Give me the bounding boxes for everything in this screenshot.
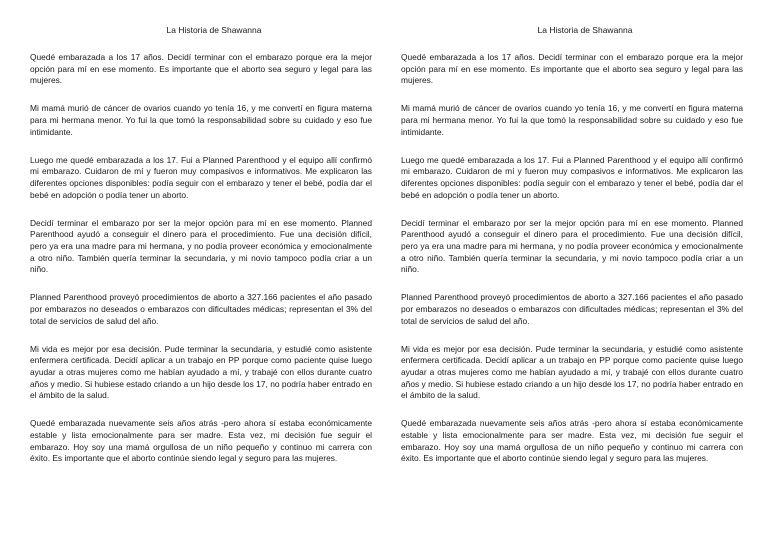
paragraph-1: Quedé embarazada a los 17 años. Decidí terminar con el embarazo porque era la mejor opción para mí en ese momento. Es importante que el aborto sea seguro y legal para las mujeres. bbox=[30, 52, 372, 86]
paragraph-6: Mi vida es mejor por esa decisión. Pude terminar la secundaria, y estudié como asistente enfermera certificada. Decidí aplicar a un trabajo en PP porque como paciente quise luego ayudar a otras mujeres como me habían ayudado a mí, y trabajé con ellos durante cuatro años y medio. Si hubiese estado criando a un hijo desde los 17, no podría haber entrado en el ámbito de la salud. bbox=[30, 343, 372, 401]
paragraph-3: Luego me quedé embarazada a los 17. Fui a Planned Parenthood y el equipo allí confirmó mi embarazo. Cuidaron de mí y fueron muy compasivos e informativos. Me explicaron las diferentes opciones disponibles: podía seguir con el embarazo y tener el bebé, podía dar el bebé en adopción o podía tener un aborto. bbox=[30, 154, 372, 200]
paragraph-7: Quedé embarazada nuevamente seis años atrás -pero ahora sí estaba económicamente estable y lista emocionalmente para ser madre. Esta vez, mi decisión fue seguir el embarazo. Hoy soy una mamá orgullosa de un niño pequeño y continuo mi carrera con éxito. Es importante que el aborto continúe siendo legal y seguro para las mujeres. bbox=[401, 418, 743, 464]
paragraph-2: Mi mamá murió de cáncer de ovarios cuando yo tenía 16, y me convertí en figura materna para mi hermana menor. Yo fui la que tomó la responsabilidad sobre su cuidado y eso fue intimidante. bbox=[30, 103, 372, 137]
paragraph-4: Decidí terminar el embarazo por ser la mejor opción para mí en ese momento. Planned Parenthood ayudó a conseguir el dinero para el procedimiento. Fue una decisión difícil, pero ya era una madre para mi hermana, y no podía proveer económica y emocionalmente a otro niño. También quería terminar la secundaria, y mi novio tampoco podía criar a un niño. bbox=[401, 217, 743, 275]
paragraph-2: Mi mamá murió de cáncer de ovarios cuando yo tenía 16, y me convertí en figura materna para mi hermana menor. Yo fui la que tomó la responsabilidad sobre su cuidado y eso fue intimidante. bbox=[401, 103, 743, 137]
paragraph-6: Mi vida es mejor por esa decisión. Pude terminar la secundaria, y estudié como asistente enfermera certificada. Decidí aplicar a un trabajo en PP porque como paciente quise luego ayudar a otras mujeres como me habían ayudado a mí, y trabajé con ellos durante cuatro años y medio. Si hubiese estado criando a un hijo desde los 17, no podría haber entrado en el ámbito de la salud. bbox=[401, 343, 743, 401]
story-body bbox=[401, 52, 743, 481]
story-body bbox=[30, 52, 372, 481]
paragraph-4: Decidí terminar el embarazo por ser la mejor opción para mí en ese momento. Planned Parenthood ayudó a conseguir el dinero para el procedimiento. Fue una decisión difícil, pero ya era una madre para mi hermana, y no podía proveer económica y emocionalmente a otro niño. También quería terminar la secundaria, y mi novio tampoco podía criar a un niño. bbox=[30, 217, 372, 275]
page-title: La Historia de Shawanna bbox=[166, 25, 262, 35]
page-title: La Historia de Shawanna bbox=[537, 25, 633, 35]
paragraph-1: Quedé embarazada a los 17 años. Decidí terminar con el embarazo porque era la mejor opción para mí en ese momento. Es importante que el aborto sea seguro y legal para las mujeres. bbox=[401, 52, 743, 86]
paragraph-5: Planned Parenthood proveyó procedimientos de aborto a 327.166 pacientes el año pasado por embarazos no deseados o embarazos con dificultades médicas; representan el 3% del total de servicios de salud del año. bbox=[401, 292, 743, 326]
paragraph-3: Luego me quedé embarazada a los 17. Fui a Planned Parenthood y el equipo allí confirmó mi embarazo. Cuidaron de mí y fueron muy compasivos e informativos. Me explicaron las diferentes opciones disponibles: podía seguir con el embarazo y tener el bebé, podía dar el bebé en adopción o podía tener un aborto. bbox=[401, 154, 743, 200]
paragraph-7: Quedé embarazada nuevamente seis años atrás -pero ahora sí estaba económicamente estable y lista emocionalmente para ser madre. Esta vez, mi decisión fue seguir el embarazo. Hoy soy una mamá orgullosa de un niño pequeño y continuo mi carrera con éxito. Es importante que el aborto continúe siendo legal y seguro para las mujeres. bbox=[30, 418, 372, 464]
paragraph-5: Planned Parenthood proveyó procedimientos de aborto a 327.166 pacientes el año pasado por embarazos no deseados o embarazos con dificultades médicas; representan el 3% del total de servicios de salud del año. bbox=[30, 292, 372, 326]
